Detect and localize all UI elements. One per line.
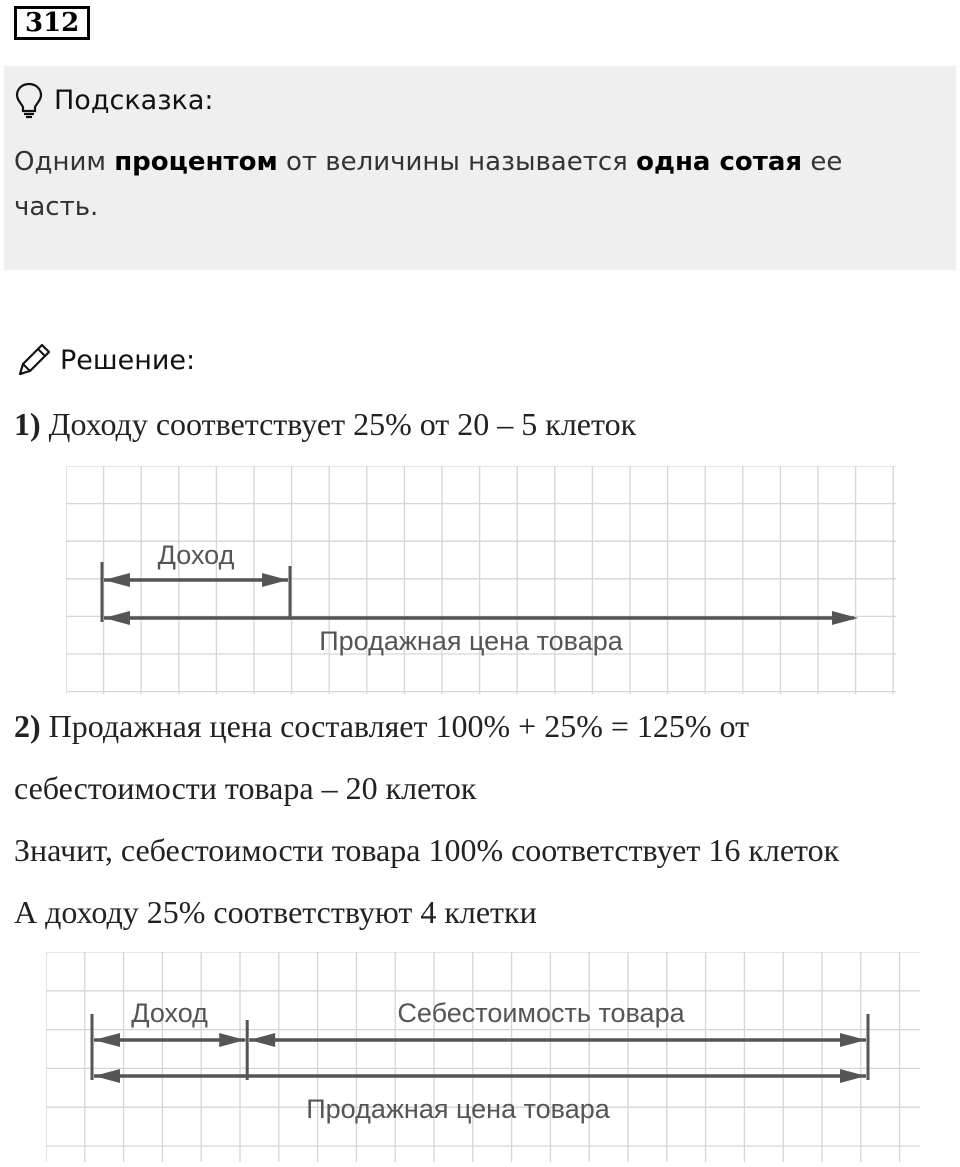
- diagram-1: [66, 466, 896, 699]
- solution-line-4: Значит, себестоимости товара 100% соответствует 16 клеток: [14, 832, 840, 868]
- arrow-head: [840, 1033, 866, 1047]
- task-number: 312: [14, 6, 90, 40]
- hint-text-part: от величины называется: [277, 147, 637, 177]
- arrow-head: [840, 1069, 866, 1083]
- step-number: 2): [14, 708, 41, 744]
- solution-line-3: себестоимости товара – 20 клеток: [14, 770, 477, 806]
- arrow-head: [104, 611, 130, 625]
- solution-title-text: Решение:: [60, 344, 196, 376]
- arrow-head: [832, 611, 858, 625]
- income-label: Доход: [131, 998, 208, 1028]
- price-label: Продажная цена товара: [306, 1094, 610, 1124]
- step-text: Продажная цена составляет 100% + 25% = 125% от: [40, 708, 750, 744]
- solution-step-1: [14, 406, 636, 443]
- hint-title-text: Подсказка:: [54, 84, 214, 116]
- solution-title: [14, 338, 195, 382]
- diagram-2-svg: [46, 952, 920, 1162]
- hint-title: [14, 80, 214, 120]
- solution-step-2: [14, 708, 749, 745]
- hint-term-percent: процентом: [114, 147, 278, 177]
- diagram-2: [46, 952, 920, 1167]
- price-label: Продажная цена товара: [319, 626, 623, 656]
- arrow-head: [262, 573, 288, 587]
- lightbulb-icon: [14, 81, 44, 119]
- arrow-head: [104, 573, 130, 587]
- arrow-head: [219, 1033, 245, 1047]
- hint-term-hundredth: одна сотая: [636, 147, 803, 177]
- diagram-1-svg: [66, 466, 896, 694]
- hint-text-part: Одним: [14, 147, 115, 177]
- pencil-icon: [14, 340, 54, 380]
- cost-label: Себестоимость товара: [397, 998, 685, 1028]
- step-number: 1): [14, 406, 41, 442]
- hint-text-part: ее часть.: [14, 147, 843, 222]
- arrow-head: [249, 1033, 275, 1047]
- step-text: Доходу соответствует 25% от 20 – 5 клеток: [40, 406, 637, 442]
- arrow-head: [94, 1033, 120, 1047]
- solution-line-5: А доходу 25% соответствуют 4 клетки: [14, 894, 537, 930]
- income-label: Доход: [157, 540, 235, 570]
- hint-text: [14, 140, 934, 230]
- arrow-head: [94, 1069, 120, 1083]
